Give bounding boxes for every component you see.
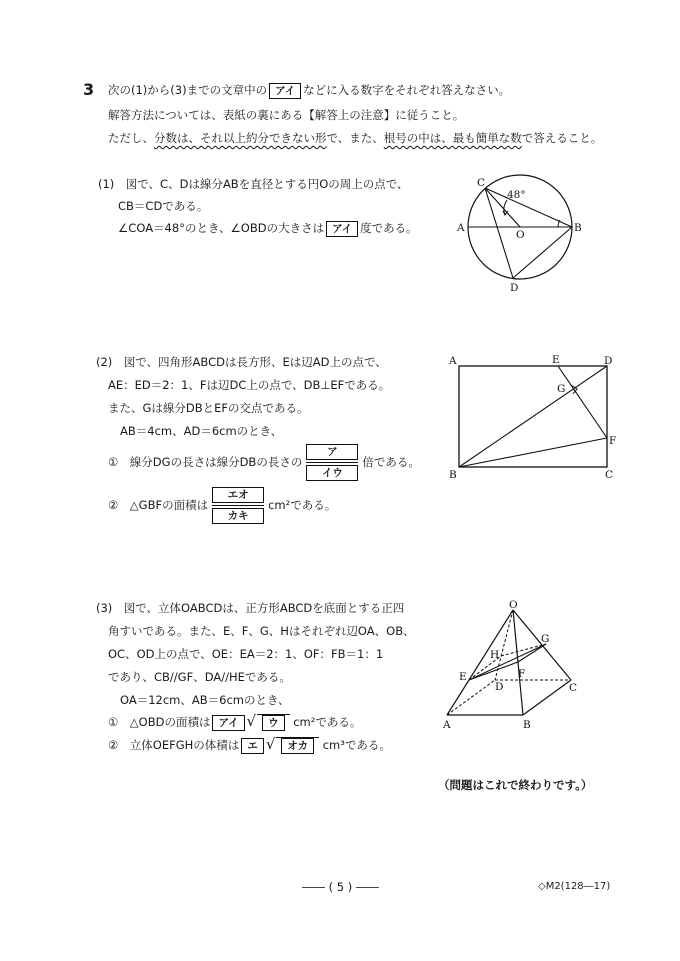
q3-line-5: OA＝12cm、AB＝6cmのとき、: [120, 693, 290, 707]
label-h: H: [490, 649, 500, 661]
edge-bc: [523, 680, 571, 715]
instruction-line-2: 解答方法については、表紙の裏にある【解答上の注意】に従うこと。: [108, 108, 465, 122]
label-angle: 48°: [507, 189, 526, 201]
answer-box: カキ: [212, 508, 264, 524]
answer-box: ア: [306, 444, 358, 460]
q3-line-3: OC、OD上の点で、OE：EA＝2：1、OF：FB＝1：1: [108, 647, 384, 661]
q3-item-1: [108, 712, 361, 731]
answer-box: エ: [241, 738, 264, 754]
q3-line-4: であり、CB//GF、DA//HEである。: [108, 670, 291, 684]
q3-pyramid-figure: [435, 598, 595, 738]
q2-line-3: また、Gは線分DBとEFの交点である。: [108, 401, 309, 415]
label-e: E: [552, 354, 560, 366]
q2-text: cm²である。: [268, 498, 337, 512]
q1-text: ∠COA＝48°のとき、∠OBDの大きさは: [118, 221, 325, 235]
q2-item-2: [108, 485, 336, 525]
answer-box: アイ: [212, 715, 244, 731]
label-o: O: [509, 599, 518, 611]
q2-rectangle-figure: [445, 352, 625, 482]
instruction-text: で、また、: [326, 131, 384, 145]
label-d: D: [510, 282, 519, 293]
diagonal-db: [459, 366, 607, 467]
sqrt-icon: √: [265, 735, 276, 753]
instruction-text: で答えること。: [521, 131, 603, 145]
q3-line-1: (3) 図で、立体OABCDは、正方形ABCDを底面とする正四: [96, 601, 405, 615]
q3-item-2: [108, 735, 391, 754]
label-c: C: [477, 177, 486, 189]
q2-item-1: [108, 442, 420, 482]
fraction-bar: [212, 505, 264, 506]
q3-text: ② 立体OEFGHの体積は: [108, 738, 240, 752]
sqrt-bar: [276, 737, 319, 754]
label-b: B: [523, 719, 531, 731]
label-f: F: [518, 668, 526, 680]
fraction: [212, 487, 264, 524]
label-c: C: [569, 682, 578, 694]
answer-box: アイ: [269, 83, 301, 99]
instruction-text: ただし、: [108, 131, 154, 145]
label-d: D: [604, 355, 613, 367]
label-a: A: [457, 222, 465, 234]
q2-line-4: AB＝4cm、AD＝6cmのとき、: [120, 424, 283, 438]
instruction-line-1: [108, 82, 510, 99]
fraction-bar: [306, 462, 358, 463]
segment-ef: [558, 366, 607, 438]
answer-box: オカ: [281, 738, 314, 754]
question-number: 3: [83, 80, 95, 99]
segment-fg: [518, 644, 546, 662]
answer-box: アイ: [326, 221, 358, 237]
label-e: E: [459, 671, 467, 683]
q2-line-1: (2) 図で、四角形ABCDは長方形、Eは辺AD上の点で、: [96, 355, 387, 369]
instruction-text: などに入る数字をそれぞれ答えなさい。: [303, 83, 511, 97]
answer-box: ウ: [262, 715, 285, 731]
exam-code: ◇M2(128―17): [538, 881, 611, 892]
label-b: B: [449, 469, 457, 481]
q2-text: 倍である。: [362, 455, 420, 469]
instruction-text: 次の(1)から(3)までの文章中の: [108, 83, 268, 97]
edge-ad: [447, 680, 495, 715]
edge-oa: [447, 610, 513, 715]
q3-line-2: 角すいである。また、E、F、G、Hはそれぞれ辺OA、OB、: [108, 624, 415, 638]
segment-ef: [469, 662, 518, 680]
sqrt-bar: [257, 714, 290, 731]
segment-cd: [485, 188, 513, 278]
q1-circle-figure: [455, 168, 595, 293]
label-d: D: [495, 681, 504, 693]
answer-box: エオ: [212, 487, 264, 503]
underlined-text: 分数は、それ以上約分できない形: [154, 131, 327, 145]
q2-text: ② △GBFの面積は: [108, 498, 209, 512]
q1-line-1: (1) 図で、C、Dは線分ABを直径とする円Oの周上の点で、: [98, 177, 409, 191]
label-a: A: [449, 355, 457, 367]
q3-text: cm³である。: [322, 738, 391, 752]
end-note: （問題はこれで終わりです。）: [438, 778, 593, 792]
underlined-text: 根号の中は、最も簡単な数: [383, 131, 522, 145]
label-a: A: [443, 719, 451, 731]
q2-text: ① 線分DGの長さは線分DBの長さの: [108, 455, 303, 469]
sqrt-icon: √: [246, 712, 257, 730]
instruction-line-3: [108, 130, 602, 146]
label-b: B: [574, 222, 582, 234]
q3-text: ① △OBDの面積は: [108, 715, 211, 729]
label-g: G: [557, 383, 566, 395]
q2-line-2: AE：ED＝2：1、Fは辺DC上の点で、DB⊥EFである。: [108, 378, 391, 392]
page-number: ―― ( 5 ) ――: [302, 880, 379, 894]
label-f: F: [609, 435, 617, 447]
q1-line-3: [118, 220, 418, 237]
answer-box: イウ: [306, 465, 358, 481]
fraction: [306, 444, 358, 481]
label-g: G: [541, 633, 550, 645]
q1-line-2: CB＝CDである。: [118, 199, 209, 213]
q1-text: 度である。: [360, 221, 418, 235]
label-c: C: [605, 469, 614, 481]
q3-text: cm²である。: [293, 715, 362, 729]
label-o: O: [516, 229, 525, 241]
